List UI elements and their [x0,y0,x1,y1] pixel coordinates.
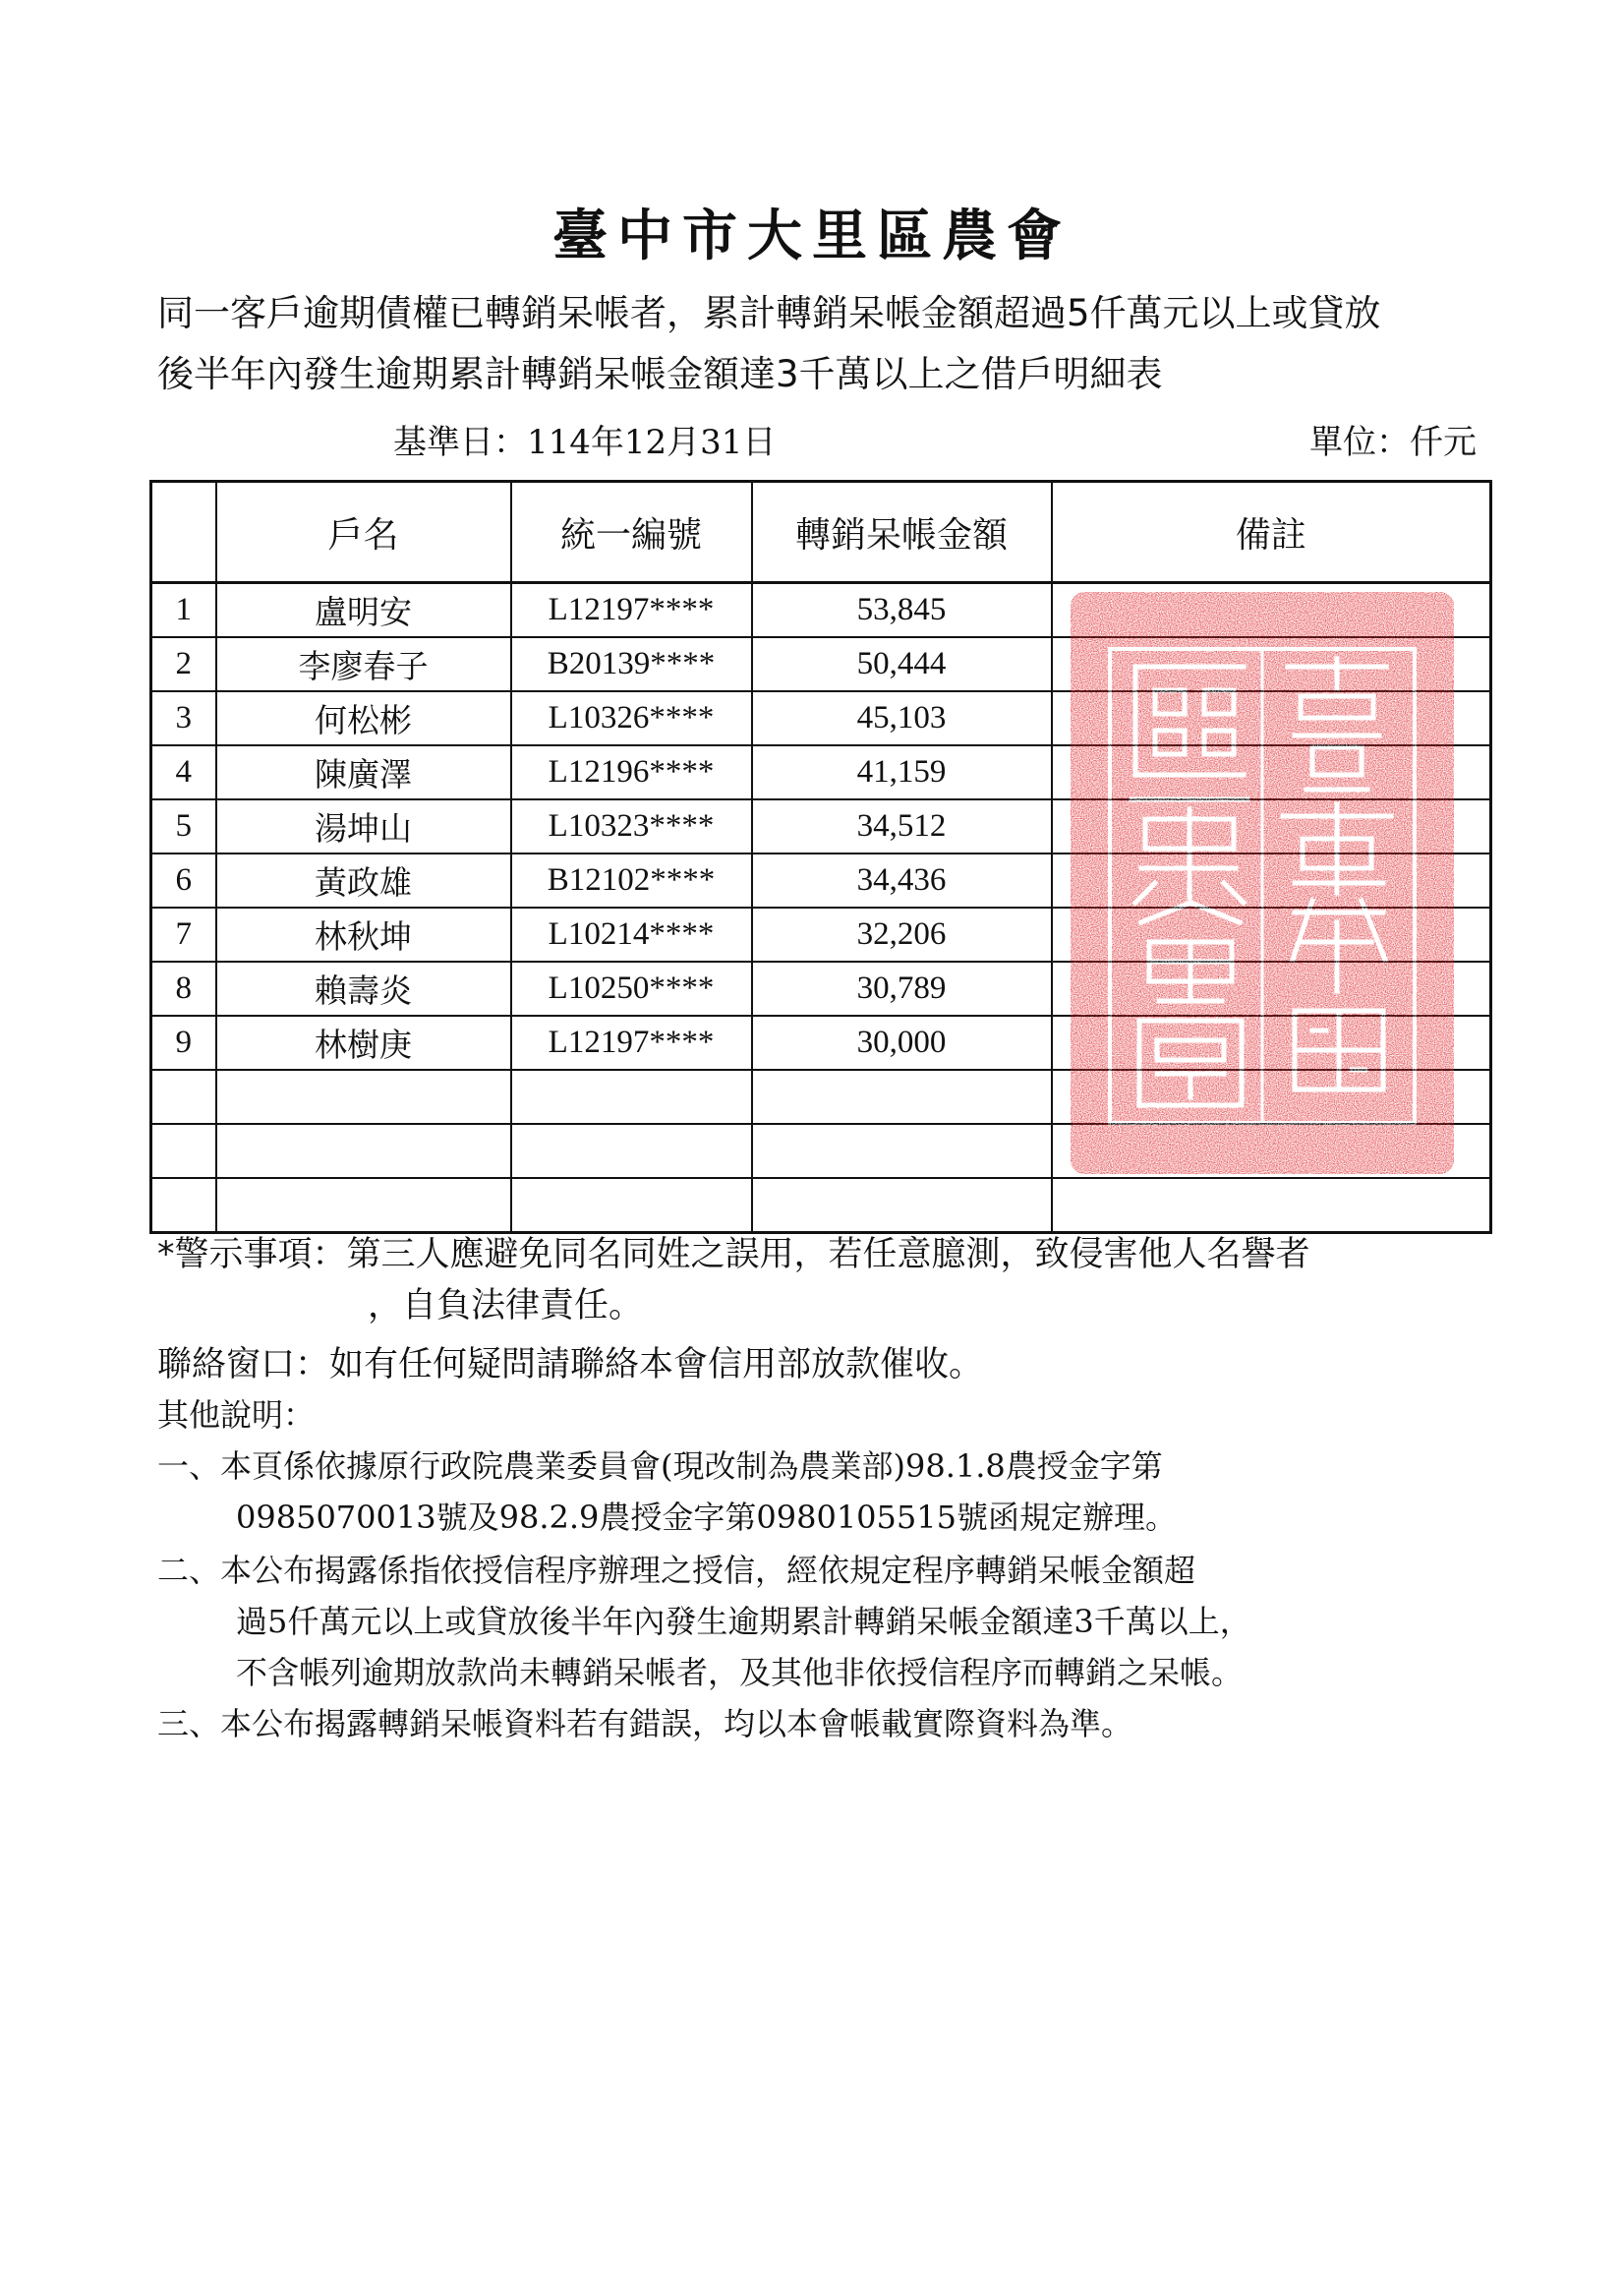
row-amount: 41,159 [752,745,1052,799]
header-id: 統一編號 [511,482,752,583]
row-number: 7 [151,908,216,962]
warning-line-2: ，自負法律責任。 [368,1286,644,1325]
row-name: 賴壽炎 [216,962,511,1016]
subtitle-line-2: 後半年內發生逾期累計轉銷呆帳金額達3千萬以上之借戶明細表 [157,353,1163,395]
table-row-empty [151,1178,1491,1233]
empty-cell [511,1070,752,1124]
row-id: L10250**** [511,962,752,1016]
item2-line-3: 不含帳列逾期放款尚未轉銷呆帳者，及其他非依授信程序而轉銷之呆帳。 [236,1654,1244,1691]
header-index [151,482,216,583]
row-name: 湯坤山 [216,799,511,853]
contact-line: 聯絡窗口：如有任何疑問請聯絡本會信用部放款催收。 [157,1345,984,1384]
row-id: L10326**** [511,691,752,745]
item1-line-1: 一、本頁係依據原行政院農業委員會(現改制為農業部)98.1.8農授金字第 [157,1447,1163,1485]
row-name: 陳廣澤 [216,745,511,799]
empty-cell [1052,1178,1491,1233]
row-number: 4 [151,745,216,799]
base-date: 基準日：114年12月31日 [393,423,777,462]
row-name: 林秋坤 [216,908,511,962]
subtitle-line-1: 同一客戶逾期債權已轉銷呆帳者，累計轉銷呆帳金額超過5仟萬元以上或貸放 [157,292,1381,334]
row-name: 黃政雄 [216,853,511,908]
row-id: L12196**** [511,745,752,799]
row-number: 9 [151,1016,216,1070]
table-header-row [151,482,1491,583]
item2-line-2: 過5仟萬元以上或貸放後半年內發生逾期累計轉銷呆帳金額達3千萬以上， [236,1603,1251,1640]
official-seal [1067,588,1458,1178]
empty-cell [151,1124,216,1178]
empty-cell [511,1124,752,1178]
row-id: L10214**** [511,908,752,962]
empty-cell [752,1124,1052,1178]
row-amount: 53,845 [752,583,1052,638]
header-name: 戶名 [216,482,511,583]
row-name: 盧明安 [216,583,511,638]
empty-cell [151,1178,216,1233]
row-number: 2 [151,637,216,691]
row-id: L10323**** [511,799,752,853]
row-amount: 34,436 [752,853,1052,908]
row-name: 林樹庚 [216,1016,511,1070]
row-amount: 32,206 [752,908,1052,962]
empty-cell [216,1070,511,1124]
row-number: 1 [151,583,216,638]
row-name: 李廖春子 [216,637,511,691]
row-amount: 50,444 [752,637,1052,691]
header-amount: 轉銷呆帳金額 [752,482,1052,583]
empty-cell [216,1178,511,1233]
row-name: 何松彬 [216,691,511,745]
row-amount: 30,789 [752,962,1052,1016]
row-amount: 30,000 [752,1016,1052,1070]
warning-line-1: *警示事項：第三人應避免同名同姓之誤用，若任意臆測，致侵害他人名譽者 [157,1235,1310,1274]
page-title: 臺中市大里區農會 [552,204,1072,268]
empty-cell [151,1070,216,1124]
row-id: L12197**** [511,583,752,638]
row-id: L12197**** [511,1016,752,1070]
empty-cell [752,1070,1052,1124]
row-id: B12102**** [511,853,752,908]
other-header: 其他說明： [157,1396,316,1434]
item3-line: 三、本公布揭露轉銷呆帳資料若有錯誤，均以本會帳載實際資料為準。 [157,1705,1133,1742]
unit-label: 單位：仟元 [1309,423,1477,462]
empty-cell [511,1178,752,1233]
row-number: 8 [151,962,216,1016]
row-id: B20139**** [511,637,752,691]
header-remark: 備註 [1052,482,1491,583]
row-number: 6 [151,853,216,908]
empty-cell [216,1124,511,1178]
item2-line-1: 二、本公布揭露係指依授信程序辦理之授信，經依規定程序轉銷呆帳金額超 [157,1552,1196,1589]
item1-line-2: 0985070013號及98.2.9農授金字第0980105515號函規定辦理。 [236,1499,1177,1536]
empty-cell [752,1178,1052,1233]
row-amount: 34,512 [752,799,1052,853]
row-amount: 45,103 [752,691,1052,745]
row-number: 5 [151,799,216,853]
row-number: 3 [151,691,216,745]
